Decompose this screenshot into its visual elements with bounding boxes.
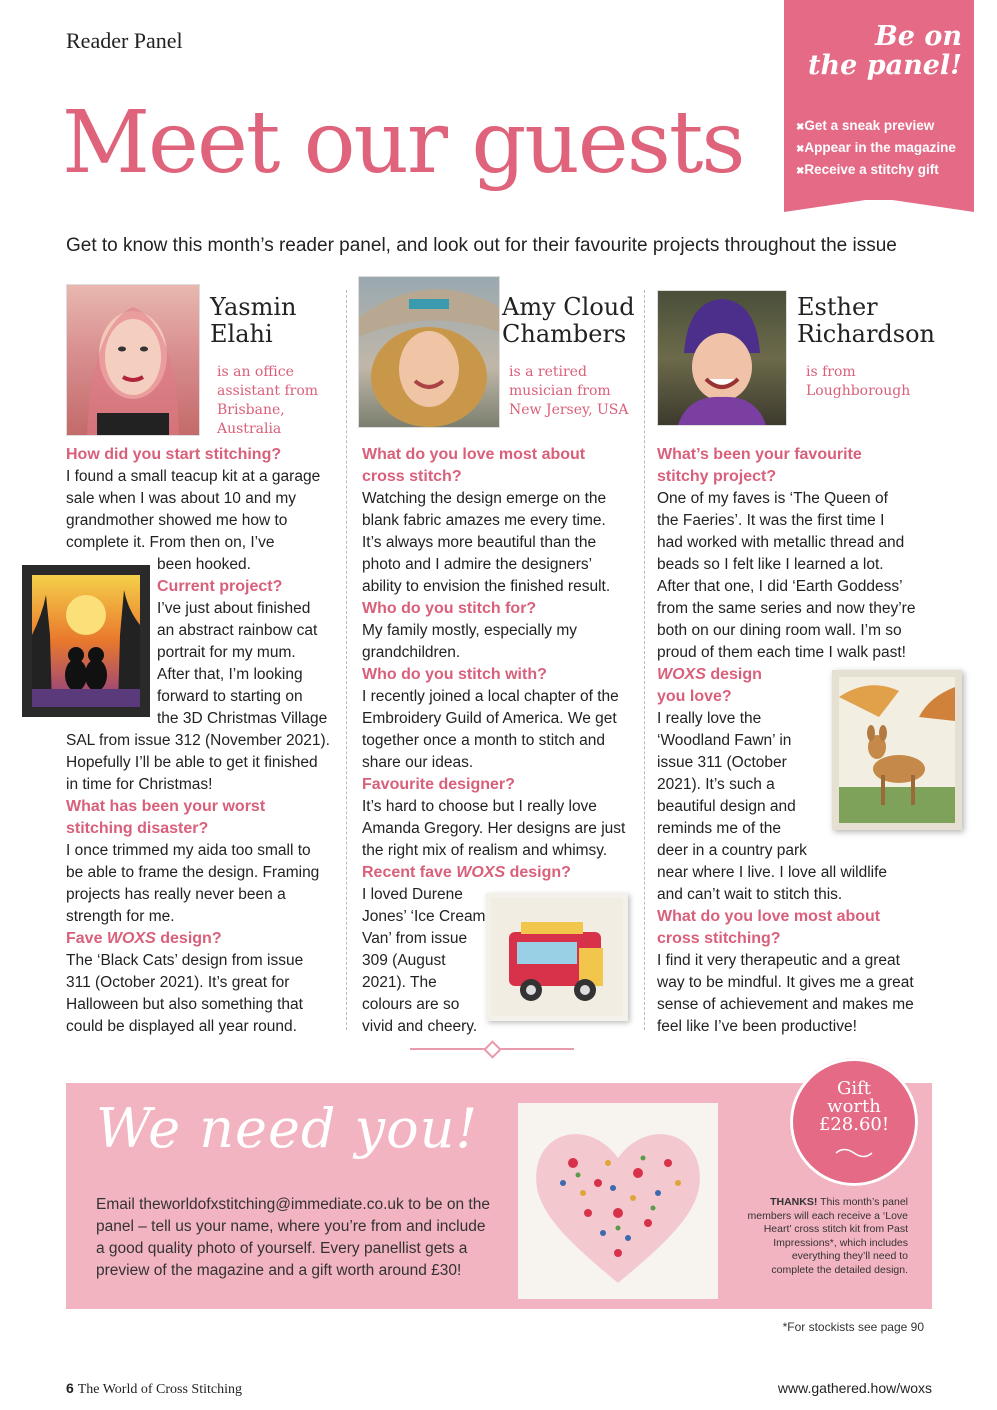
panelist-name (502, 294, 635, 348)
section-label: Reader Panel (66, 28, 183, 53)
answer-line: an abstract rainbow cat (157, 622, 318, 639)
page-number: 6 (66, 1380, 74, 1396)
answer-line: beautiful design and (657, 798, 796, 815)
banner-text-line: Email theworldofxstitching@immediate.co.uk to be on the (96, 1196, 490, 1213)
banner-text-line: preview of the magazine and a gift worth around £30! (96, 1262, 462, 1279)
answer-line: Watching the design emerge on the (362, 490, 607, 507)
bio-line: assistant from (217, 383, 319, 399)
banner-text-line: a good quality photo of yourself. Every panellist gets a (96, 1240, 468, 1257)
qa-block (66, 730, 341, 1038)
banner-title: We need you! (96, 1097, 479, 1160)
answer-line: Amanda Gregory. Her designs are just (362, 820, 626, 837)
answer-line: I’ve just about finished (157, 600, 311, 617)
qa-block (66, 444, 341, 554)
qa-block (157, 554, 342, 730)
banner-text (96, 1194, 516, 1282)
answer-line: grandmother showed me how to (66, 512, 288, 529)
panelist-bio (217, 363, 318, 439)
answer-line: Jones’ ‘Ice Cream (362, 908, 486, 925)
answer-line: portrait for my mum. (157, 644, 296, 661)
question-text: Fave (66, 930, 107, 947)
answer-line: ‘Woodland Fawn’ in (657, 732, 792, 749)
name-line: Amy Cloud (502, 293, 635, 321)
woxs-emphasis: WOXS (657, 666, 706, 683)
question: you love? (657, 688, 732, 705)
answer-line: It’s always more beautiful than the (362, 534, 597, 551)
column-divider (644, 290, 645, 1030)
question: Current project? (157, 578, 283, 595)
answer-line: beads so I felt like I learned a lot. (657, 556, 884, 573)
fawn-icon (839, 677, 955, 823)
name-line: Esther (797, 293, 878, 321)
answer-line: 311 (October 2021). It’s great for (66, 974, 290, 991)
answer-line: 2021). The (362, 974, 437, 991)
answer-line: It’s hard to choose but I really love (362, 798, 597, 815)
answer-line: proud of them each time I walk past! (657, 644, 906, 661)
question: What has been your worst (66, 798, 266, 815)
answer-line: colours are so (362, 996, 460, 1013)
answer-line: deer in a country park (657, 842, 807, 859)
badge-item: ✖ Appear in the magazine (796, 138, 956, 160)
badge-title-line: the panel! (808, 50, 962, 81)
question-text: design? (505, 864, 571, 881)
thanks-bold: THANKS! (770, 1196, 818, 1208)
panelist-name (210, 294, 297, 348)
question: What’s been your favourite (657, 446, 862, 463)
panelist-photo-yasmin (66, 284, 200, 436)
question: What do you love most about (362, 446, 586, 463)
answer-line: both on our dining room wall. I’m so (657, 622, 902, 639)
column-divider (346, 290, 347, 1030)
bio-line: is an office (217, 364, 294, 380)
answer-line: be able to frame the design. Framing (66, 864, 320, 881)
bio-line: is from (806, 364, 856, 380)
badge-item: ✖ Get a sneak preview (796, 116, 956, 138)
answer-line: near where I live. I love all wildlife (657, 864, 888, 881)
answer-line: reminds me of the (657, 820, 782, 837)
thanks-line: everything they’ll need to (791, 1250, 908, 1262)
answer-line: feel like I’ve been productive! (657, 1018, 857, 1035)
love-heart-kit-image (518, 1103, 718, 1299)
answer-line: Hopefully I’ll be able to get it finished (66, 754, 318, 771)
question (362, 862, 640, 884)
question: Who do you stitch for? (362, 600, 537, 617)
question-text: Recent fave (362, 864, 457, 881)
question: Favourite designer? (362, 776, 515, 793)
black-cats-design-image (22, 565, 150, 717)
bio-line: Brisbane, (217, 402, 285, 418)
badge-item: ✖ Receive a stitchy gift (796, 160, 956, 182)
badge-list (796, 116, 956, 182)
answer-line: the 3D Christmas Village (157, 710, 328, 727)
answer-line: blank fabric amazes me every time. (362, 512, 606, 529)
footer-url[interactable]: www.gathered.how/woxs (777, 1380, 932, 1396)
question: What do you love most about (657, 908, 881, 925)
question: How did you start stitching? (66, 446, 282, 463)
answer-line: After that one, I did ‘Earth Goddess’ (657, 578, 903, 595)
answer-line: I recently joined a local chapter of the (362, 688, 619, 705)
ice-cream-van-design-image (486, 893, 628, 1021)
thanks-line: Impressions*, which includes (773, 1236, 908, 1249)
banner-text-line: panel – tell us your name, where you’re from and include (96, 1218, 486, 1235)
woxs-emphasis: WOXS (106, 930, 156, 947)
name-line: Yasmin (210, 293, 297, 321)
answer-line: vivid and cheery. (362, 1018, 478, 1035)
page-footer (66, 1380, 242, 1398)
panelist-bio (509, 363, 628, 420)
answer-line: I really love the (657, 710, 762, 727)
gift-text (790, 1080, 918, 1134)
gift-line: £28.60! (818, 1114, 890, 1135)
answer-line: Halloween but also something that (66, 996, 303, 1013)
answer-line: I find it very therapeutic and a great (657, 952, 900, 969)
heart-icon (518, 1103, 718, 1299)
answer-line: SAL from issue 312 (November 2021). (66, 732, 330, 749)
question: stitchy project? (657, 468, 777, 485)
thanks-line: This month’s panel (820, 1196, 908, 1208)
answer-line: strength for me. (66, 908, 175, 925)
intro-text: Get to know this month’s reader panel, and look out for their favourite projects throughout the issue (66, 235, 897, 256)
answer-line: projects has really never been a (66, 886, 286, 903)
question-text: design? (155, 930, 222, 947)
question-text: design (705, 666, 762, 683)
bio-line: is a retired (509, 364, 587, 380)
answer-line: share our ideas. (362, 754, 474, 771)
answer-line: the right mix of realism and whimsy. (362, 842, 608, 859)
answer-line: One of my faves is ‘The Queen of (657, 490, 888, 507)
flourish-icon (834, 1146, 874, 1160)
woodland-fawn-design-image (832, 670, 962, 830)
question: Who do you stitch with? (362, 666, 547, 683)
portrait-icon (359, 277, 499, 427)
portrait-icon (658, 291, 786, 425)
answer-line: way to be mindful. It gives me a great (657, 974, 914, 991)
answer-line: issue 311 (October (657, 754, 787, 771)
answer-line: the Faeries’. It was the first time I (657, 512, 885, 529)
badge-title (784, 22, 962, 80)
question (66, 928, 341, 950)
portrait-icon (67, 285, 199, 435)
answer-line: photo and I admire the designers’ (362, 556, 593, 573)
answer-line: Van’ from issue (362, 930, 468, 947)
question: cross stitch? (362, 468, 462, 485)
answer-line: sense of achievement and makes me (657, 996, 914, 1013)
panel-badge-tail (784, 198, 974, 212)
answer-line: My family mostly, especially my (362, 622, 578, 639)
answer-line: had worked with metallic thread and (657, 534, 905, 551)
answer-line: grandchildren. (362, 644, 461, 661)
name-line: Chambers (502, 320, 627, 348)
answer-line: I once trimmed my aida too small to (66, 842, 311, 859)
thanks-line: members will each receive a ‘Love (747, 1209, 908, 1222)
panelist-name (797, 294, 935, 348)
panelist-photo-esther (657, 290, 787, 426)
name-line: Richardson (797, 320, 936, 348)
answer-line: ability to envision the finished result. (362, 578, 611, 595)
bio-line: Australia (217, 421, 282, 437)
bio-line: New Jersey, USA (509, 402, 629, 418)
thanks-note (738, 1196, 908, 1277)
answer-line: and can’t wait to stitch this. (657, 886, 843, 903)
ice-cream-van-icon (491, 898, 623, 1016)
bio-line: Loughborough (806, 383, 911, 399)
panelist-bio (806, 363, 910, 401)
page-headline: Meet our guests (62, 93, 744, 193)
black-cats-icon (32, 575, 140, 707)
answer-line: been hooked. (157, 556, 251, 573)
answer-line: I loved Durene (362, 886, 463, 903)
answer-line: Embroidery Guild of America. We get (362, 710, 617, 727)
gift-line: worth (827, 1096, 881, 1117)
badge-title-line: Be on (874, 21, 962, 52)
answer-line: forward to starting on (157, 688, 303, 705)
answer-line: together once a month to stitch and (362, 732, 605, 749)
woxs-emphasis: WOXS (456, 864, 506, 881)
bio-line: musician from (509, 383, 611, 399)
answer-line: in time for Christmas! (66, 776, 213, 793)
question: stitching disaster? (66, 820, 209, 837)
panelist-photo-amy (358, 276, 500, 428)
gift-line: Gift (836, 1078, 872, 1099)
magazine-title: The World of Cross Stitching (77, 1382, 242, 1397)
diamond-icon (483, 1040, 501, 1058)
name-line: Elahi (210, 320, 273, 348)
answer-line: complete it. From then on, I’ve (66, 534, 275, 551)
answer-line: After that, I’m looking (157, 666, 303, 683)
answer-line: 2021). It’s such a (657, 776, 775, 793)
answer-line: from the same series and now they’re (657, 600, 916, 617)
answer-line: 309 (August (362, 952, 446, 969)
thanks-line: complete the detailed design. (771, 1263, 908, 1276)
answer-line: I found a small teacup kit at a garage (66, 468, 321, 485)
answer-line: sale when I was about 10 and my (66, 490, 297, 507)
answer-line: could be displayed all year round. (66, 1018, 297, 1035)
question: cross stitching? (657, 930, 781, 947)
thanks-line: Heart’ cross stitch kit from Past (763, 1223, 908, 1235)
stockists-footnote: *For stockists see page 90 (782, 1320, 924, 1334)
answer-line: The ‘Black Cats’ design from issue (66, 952, 304, 969)
